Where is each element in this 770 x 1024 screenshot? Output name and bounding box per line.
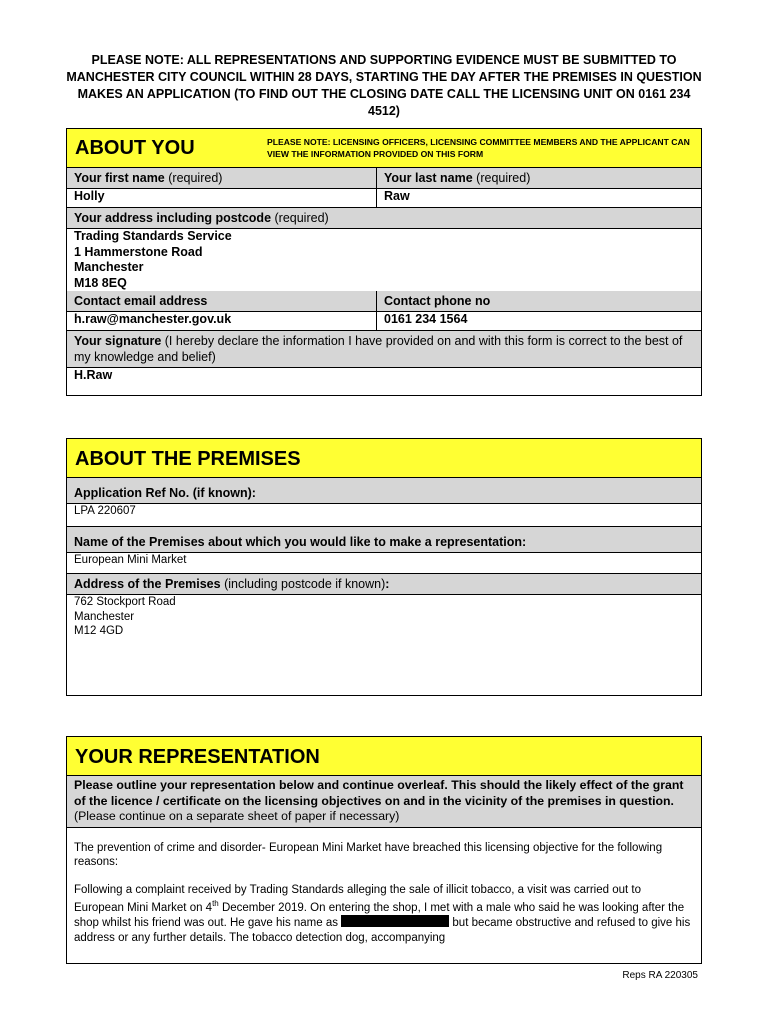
representation-instruction: Please outline your representation below and continue overleaf. This should the likely effect of the grant of the licence / certificate on the licensing objectives on and in the vicinity of the premises in question. (Please continue on a separate sheet of paper if necessary) <box>67 776 701 828</box>
representation-header <box>67 737 701 776</box>
submission-notice: PLEASE NOTE: ALL REPRESENTATIONS AND SUPPORTING EVIDENCE MUST BE SUBMITTED TO MANCHESTER CITY COUNCIL WITHIN 28 DAYS, STARTING THE DAY AFTER THE PREMISES IN QUESTION MAKES AN APPLICATION (TO FIND OUT THE CLOSING DATE CALL THE LICENSING UNIT ON 0161 234 4512) <box>66 53 702 118</box>
privacy-note: PLEASE NOTE: LICENSING OFFICERS, LICENSING COMMITTEE MEMBERS AND THE APPLICANT CAN VIEW THE INFORMATION PROVIDED ON THIS FORM <box>267 137 690 159</box>
phone-field[interactable] <box>377 291 701 331</box>
first-name-field[interactable] <box>67 168 377 208</box>
address-value[interactable]: Trading Standards Service 1 Hammerstone Road Manchester M18 8EQ <box>74 229 232 290</box>
email-label: Contact email address <box>67 291 376 312</box>
about-premises-title: ABOUT THE PREMISES <box>75 448 301 470</box>
premises-address-value[interactable]: 762 Stockport Road Manchester M12 4GD <box>74 596 176 637</box>
redacted-name <box>341 915 449 927</box>
email-value: h.raw@manchester.gov.uk <box>67 312 376 331</box>
about-you-title: ABOUT YOU <box>75 137 195 159</box>
last-name-field[interactable] <box>377 168 701 208</box>
representation-paragraph-1[interactable]: The prevention of crime and disorder- European Mini Market have breached this licensing objective for the following reasons: <box>74 841 663 868</box>
premises-name-value[interactable]: European Mini Market <box>67 553 701 574</box>
first-name-label: Your first name (required) <box>67 168 376 189</box>
phone-label: Contact phone no <box>377 291 701 312</box>
last-name-label: Your last name (required) <box>377 168 701 189</box>
premises-name-label: Name of the Premises about which you would like to make a representation: <box>67 527 701 553</box>
signature-value[interactable]: H.Raw <box>74 368 113 382</box>
application-ref-value[interactable]: LPA 220607 <box>67 504 701 527</box>
about-premises-section <box>66 438 702 696</box>
first-name-value: Holly <box>67 189 376 208</box>
premises-address-label: Address of the Premises (including postcode if known): <box>67 574 701 595</box>
application-ref-label: Application Ref No. (if known): <box>67 478 701 504</box>
signature-label: Your signature (I hereby declare the information I have provided on and with this form is correct to the best of my knowledge and belief) <box>67 331 701 368</box>
about-you-header <box>67 129 701 168</box>
representation-section <box>66 736 702 964</box>
representation-title: YOUR REPRESENTATION <box>75 746 320 768</box>
about-you-section <box>66 128 702 396</box>
about-premises-header <box>67 439 701 478</box>
form-reference: Reps RA 220305 <box>622 970 698 981</box>
phone-value: 0161 234 1564 <box>377 312 701 331</box>
address-label: Your address including postcode (required) <box>67 208 701 229</box>
email-field[interactable] <box>67 291 377 331</box>
last-name-value: Raw <box>377 189 701 208</box>
representation-paragraph-2[interactable]: Following a complaint received by Trading Standards alleging the sale of illicit tobacco, a visit was carried out to European Mini Market on 4th December 2019. On entering the shop, I met with a male who said he was looking after the shop whilst his friend was out. He gave his name as but became obstructive and refused to give his address or any further details. The tobacco detection dog, accompanying <box>74 883 691 944</box>
